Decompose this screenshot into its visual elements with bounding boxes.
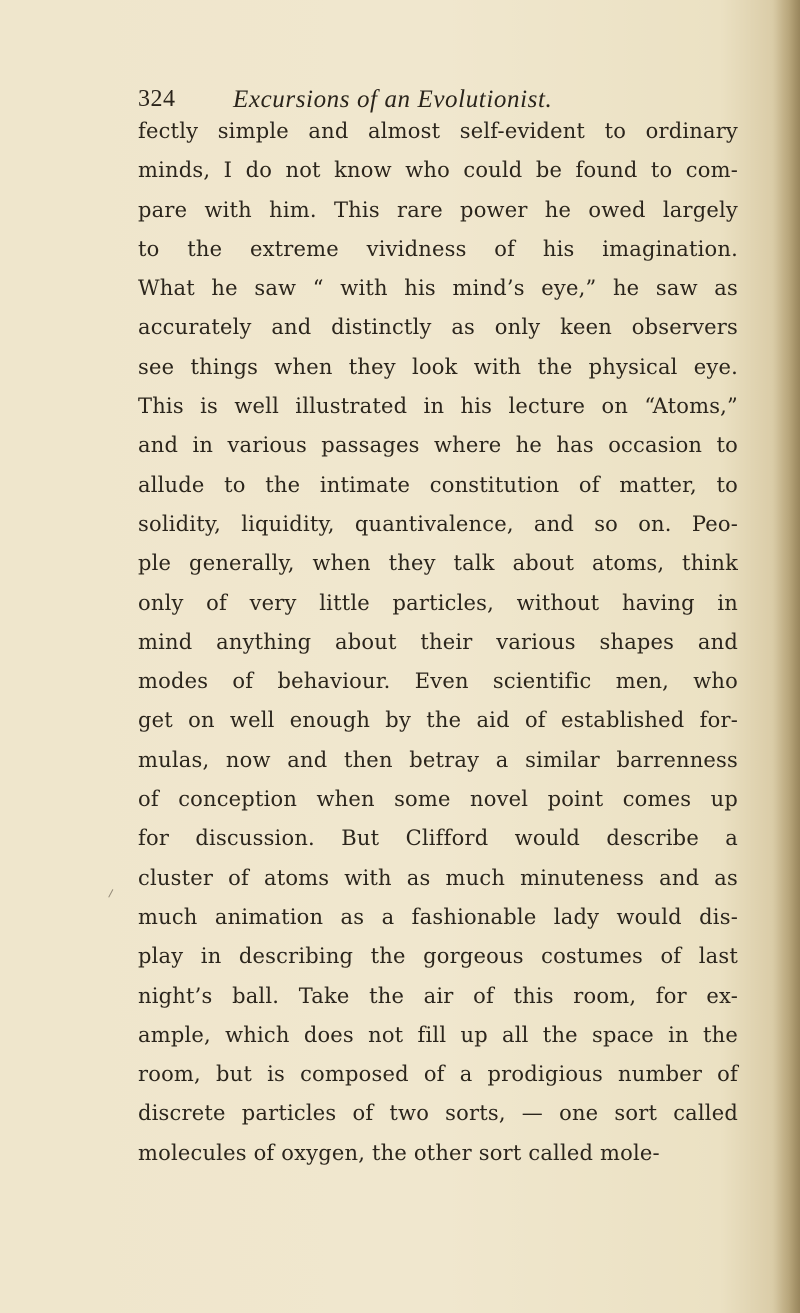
- text-line: get on well enough by the aid of established for-: [138, 708, 738, 733]
- text-line: minds, I do not know who could be found to com-: [138, 158, 738, 183]
- text-line: see things when they look with the physical eye.: [138, 354, 738, 379]
- text-line: fectly simple and almost self-evident to ordinary: [138, 119, 738, 143]
- text-line: solidity, liquidity, quantivalence, and so on. Peo-: [138, 511, 738, 536]
- text-line: pare with him. This rare power he owed largely: [138, 197, 738, 222]
- text-line: room, but is composed of a prodigious number of: [138, 1062, 738, 1087]
- text-line: night’s ball. Take the air of this room, for ex-: [138, 983, 738, 1008]
- text-line: only of very little particles, without having in: [138, 590, 738, 615]
- text-line: What he saw “ with his mind’s eye,” he saw as: [138, 276, 738, 301]
- text-line: discrete particles of two sorts, — one sort called: [138, 1101, 738, 1126]
- text-line: to the extreme vividness of his imagination.: [138, 236, 738, 261]
- text-line: This is well illustrated in his lecture on “Atoms,”: [138, 394, 738, 419]
- text-line: cluster of atoms with as much minuteness and as: [138, 865, 738, 890]
- text-line: mind anything about their various shapes and: [138, 629, 738, 654]
- page-number: 324: [138, 86, 176, 112]
- text-line: of conception when some novel point comes up: [138, 787, 738, 812]
- margin-mark: [108, 889, 118, 900]
- text-line: much animation as a fashionable lady would dis-: [138, 904, 738, 929]
- text-line: modes of behaviour. Even scientific men, who: [138, 669, 738, 694]
- text-line: ple generally, when they talk about atoms, think: [138, 551, 738, 576]
- text-line: for discussion. But Clifford would describe a: [138, 826, 738, 851]
- body-paragraph: [138, 112, 738, 1173]
- text-line: play in describing the gorgeous costumes of last: [138, 944, 738, 969]
- running-title: Excursions of an Evolutionist.: [233, 86, 553, 113]
- text-line: mulas, now and then betray a similar barrenness: [138, 747, 738, 772]
- page-edge-shadow: [772, 0, 800, 1313]
- text-line: molecules of oxygen, the other sort called mole-: [138, 1140, 660, 1165]
- text-line: and in various passages where he has occasion to: [138, 433, 738, 458]
- text-line: allude to the intimate constitution of matter, to: [138, 472, 738, 497]
- text-line: accurately and distinctly as only keen observers: [138, 315, 738, 340]
- text-line: ample, which does not fill up all the space in the: [138, 1022, 738, 1047]
